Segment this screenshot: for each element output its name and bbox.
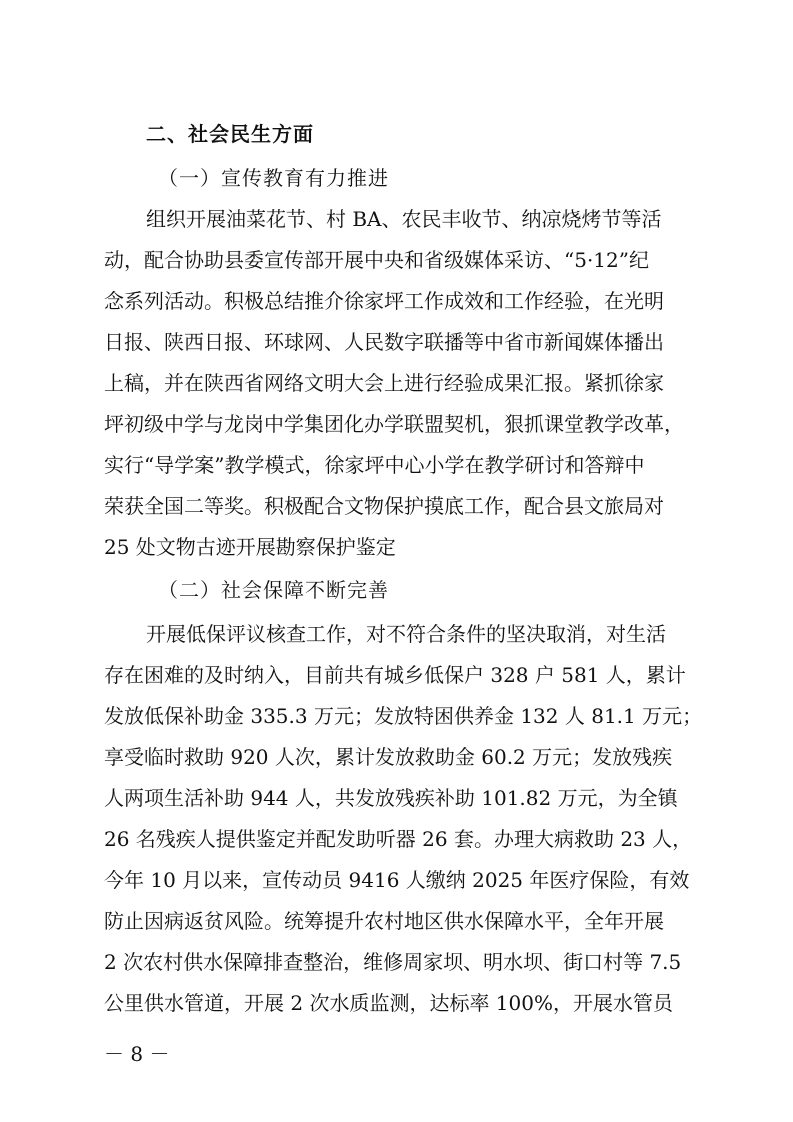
paragraph-2-line-9: 2 次农村供水保障排查整治，维修周家坝、明水坝、街口村等 7.5: [104, 950, 682, 974]
paragraph-2-line-3: 发放低保补助金 335.3 万元；发放特困供养金 132 人 81.1 万元；: [104, 704, 703, 728]
paragraph-1-line-1: 组织开展油菜花节、村 BA、农民丰收节、纳凉烧烤节等活: [146, 207, 662, 231]
paragraph-2-line-8: 防止因病返贫风险。统筹提升农村地区供水保障水平，全年开展: [104, 909, 664, 933]
page-number: － 8 －: [104, 1042, 170, 1066]
paragraph-2-line-7: 今年 10 月以来，宣传动员 9416 人缴纳 2025 年医疗保险，有效: [104, 868, 690, 892]
paragraph-2-line-2: 存在困难的及时纳入，目前共有城乡低保户 328 户 581 人，累计: [104, 663, 686, 687]
paragraph-1-line-9: 25 处文物古迹开展勘察保护鉴定: [104, 535, 396, 559]
paragraph-2-line-5: 人两项生活补助 944 人，共发放残疾补助 101.82 万元，为全镇: [104, 786, 678, 810]
section-heading: 二、社会民生方面: [146, 122, 314, 146]
paragraph-1-line-7: 实行“导学案”教学模式，徐家坪中心小学在教学研讨和答辩中: [104, 453, 645, 477]
paragraph-1-line-2: 动，配合协助县委宣传部开展中央和省级媒体采访、“5·12”纪: [104, 248, 649, 272]
paragraph-1-line-8: 荣获全国二等奖。积极配合文物保护摸底工作，配合县文旅局对: [104, 494, 664, 518]
subsection-heading-2: （二）社会保障不断完善: [158, 578, 389, 602]
paragraph-2-line-4: 享受临时救助 920 人次，累计发放救助金 60.2 万元；发放残疾: [104, 745, 673, 769]
paragraph-1-line-5: 上稿，并在陕西省网络文明大会上进行经验成果汇报。紧抓徐家: [104, 371, 664, 395]
paragraph-1-line-6: 坪初级中学与龙岗中学集团化办学联盟契机，狠抓课堂教学改革，: [104, 412, 684, 436]
paragraph-1-line-3: 念系列活动。积极总结推介徐家坪工作成效和工作经验，在光明: [104, 289, 664, 313]
paragraph-2-line-1: 开展低保评议核查工作，对不符合条件的坚决取消，对生活: [146, 622, 666, 646]
paragraph-1-line-4: 日报、陕西日报、环球网、人民数字联播等中省市新闻媒体播出: [104, 330, 664, 354]
subsection-heading-1: （一）宣传教育有力推进: [158, 166, 389, 190]
paragraph-2-line-6: 26 名残疾人提供鉴定并配发助听器 26 套。办理大病救助 23 人，: [104, 827, 693, 851]
paragraph-2-line-10: 公里供水管道，开展 2 次水质监测，达标率 100%，开展水管员: [104, 991, 673, 1015]
